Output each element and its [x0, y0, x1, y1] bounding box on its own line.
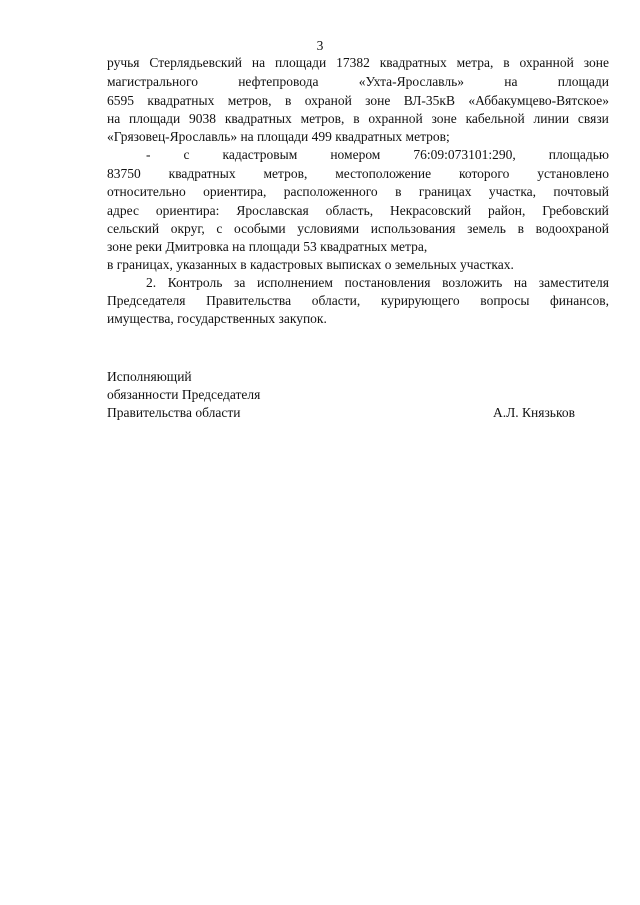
word: кадастровым — [222, 147, 298, 162]
word: площади — [274, 55, 327, 70]
word: местоположение — [335, 166, 432, 181]
body-line-12: в границах, указанных в кадастровых выписках о земельных участках. — [107, 257, 514, 272]
word: 83750 — [107, 166, 141, 181]
word: Правительства — [206, 293, 292, 308]
word: площади — [129, 111, 181, 126]
word: в — [353, 111, 360, 126]
word: Ярославская — [236, 203, 309, 218]
signatory-name: А.Л. Князьков — [493, 405, 575, 420]
word: зоне — [583, 55, 609, 70]
word: 6595 — [107, 93, 134, 108]
body-line-14 — [107, 292, 609, 310]
word: границах — [418, 184, 472, 199]
word: в — [395, 184, 402, 199]
word: 9038 — [189, 111, 217, 126]
word: квадратных — [379, 55, 447, 70]
word: участка, — [488, 184, 537, 199]
word: связи — [577, 111, 609, 126]
word: - — [146, 147, 151, 162]
body-line-10 — [107, 220, 609, 238]
word: за — [234, 275, 246, 290]
body-line-8 — [107, 183, 609, 201]
word: относительно — [107, 184, 186, 199]
word: площади — [557, 74, 609, 89]
word: курирующего — [380, 293, 460, 308]
word: номером — [330, 147, 381, 162]
word: сельский — [107, 221, 160, 236]
word: нефтепровода — [238, 74, 319, 89]
word: установлено — [537, 166, 609, 181]
word: расположенного — [283, 184, 378, 199]
word: вопросы — [480, 293, 530, 308]
word: Некрасовский — [390, 203, 472, 218]
word: с — [183, 147, 190, 162]
word: исполнением — [256, 275, 333, 290]
word: водоохраной — [535, 221, 609, 236]
word: Стерлядьевский — [149, 55, 242, 70]
word: метров, — [300, 111, 345, 126]
word: площадью — [548, 147, 609, 162]
word: охранной — [368, 111, 423, 126]
body-line-3 — [107, 92, 609, 110]
word: магистрального — [107, 74, 198, 89]
word: 2. — [146, 275, 157, 290]
body-line-7 — [107, 165, 609, 183]
page-number: 3 — [316, 38, 324, 53]
word: почтовый — [553, 184, 609, 199]
body-line-13 — [146, 274, 609, 292]
word: «Ухта-Ярославль» — [358, 74, 465, 89]
word: метров, — [263, 166, 308, 181]
body-line-4 — [107, 110, 609, 128]
signature-title-line-3: Правительства области — [107, 405, 241, 420]
word: особыми — [234, 221, 286, 236]
word: Гребовский — [542, 203, 609, 218]
word: 17382 — [336, 55, 370, 70]
word: область, — [325, 203, 374, 218]
word: Контроль — [167, 275, 223, 290]
word: в — [503, 55, 510, 70]
word: Председателя — [107, 293, 186, 308]
word: в — [517, 221, 524, 236]
word: земель — [467, 221, 506, 236]
word: финансов, — [550, 293, 609, 308]
word: метров, — [227, 93, 272, 108]
word: которого — [459, 166, 510, 181]
word: возложить — [442, 275, 503, 290]
word: области, — [311, 293, 361, 308]
body-line-6 — [146, 146, 609, 164]
word: округ, — [170, 221, 205, 236]
word: зоне — [431, 111, 457, 126]
word: ориентира: — [155, 203, 220, 218]
word: ручья — [107, 55, 140, 70]
word: с — [216, 221, 223, 236]
word: на — [251, 55, 266, 70]
word: постановления — [344, 275, 431, 290]
body-line-1 — [107, 54, 609, 72]
body-line-5: «Грязовец-Ярославль» на площади 499 квадратных метров; — [107, 129, 450, 144]
body-line-11: зоне реки Дмитровка на площади 53 квадратных метра, — [107, 239, 428, 254]
word: заместителя — [538, 275, 609, 290]
word: использования — [370, 221, 456, 236]
word: на — [513, 275, 528, 290]
word: квадратных — [224, 111, 292, 126]
word: зоне — [365, 93, 391, 108]
word: кабельной — [465, 111, 525, 126]
word: квадратных — [168, 166, 236, 181]
word: адрес — [107, 203, 139, 218]
signature-title-line-1: Исполняющий — [107, 369, 192, 384]
body-line-2 — [107, 73, 609, 91]
word: ориентира, — [203, 184, 267, 199]
word: на — [107, 111, 121, 126]
word: линии — [533, 111, 570, 126]
word: в — [284, 93, 292, 108]
word: условиями — [297, 221, 360, 236]
word: ВЛ-35кВ — [403, 93, 455, 108]
word: на — [504, 74, 518, 89]
word: квадратных — [147, 93, 215, 108]
signature-title-line-2: обязанности Председателя — [107, 387, 261, 402]
body-line-15: имущества, государственных закупок. — [107, 311, 327, 326]
word: метра, — [456, 55, 494, 70]
word: охранной — [519, 55, 574, 70]
word: охраной — [304, 93, 352, 108]
body-line-9 — [107, 202, 609, 220]
word: «Аббакумцево-Вятское» — [468, 93, 609, 108]
word: район, — [488, 203, 526, 218]
word: 76:09:073101:290, — [413, 147, 516, 162]
